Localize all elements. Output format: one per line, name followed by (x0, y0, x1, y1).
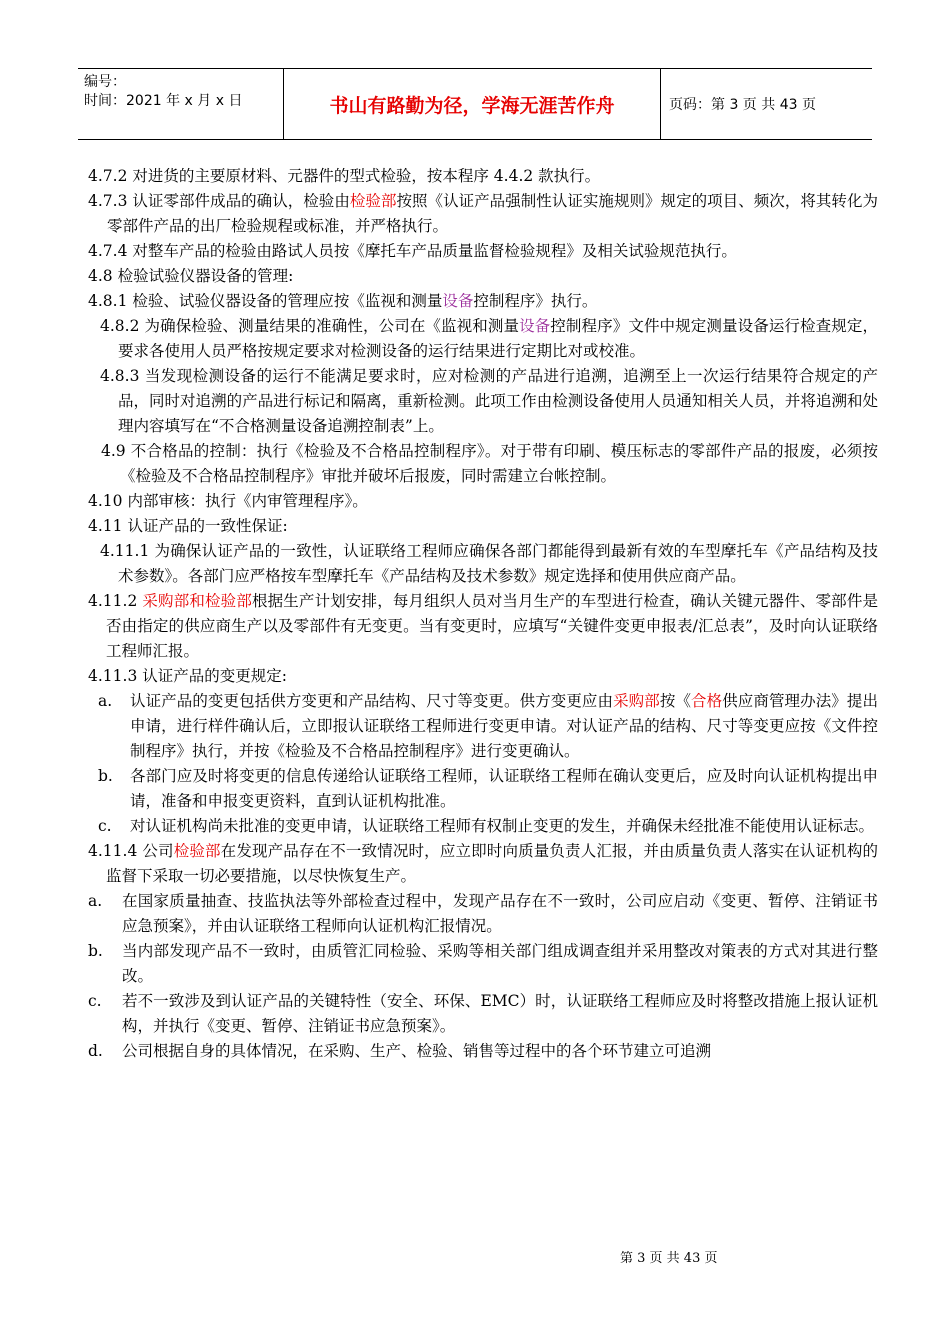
highlight-qualified: 合格 (691, 692, 723, 710)
paragraph-4-7-3: 4.7.3 认证零部件成品的确认，检验由检验部按照《认证产品强制性认证实施规则》规定的项目、频次，将其转化为零部件产品的出厂检验规程或标准，并严格执行。 (88, 192, 878, 235)
paragraph-4-7-2: 4.7.2 对进货的主要原材料、元器件的型式检验，按本程序 4.4.2 款执行。 (88, 167, 601, 185)
list-item: c. 对认证机构尚未批准的变更申请，认证联络工程师有权制止变更的发生，并确保未经批准不能使用认证标志。 (88, 814, 878, 839)
list-marker: a. (98, 692, 113, 710)
paragraph-4-8-3: 4.8.3 当发现检测设备的运行不能满足要求时，应对检测的产品进行追溯，追溯至上一次运行结果符合规定的产品，同时对追溯的产品进行标记和隔离，重新检测。此项工作由检测设备使用人员通知相关人员，并将追溯和处理内容填写在“不合格测量设备追溯控制表”上。 (100, 367, 878, 435)
highlight-inspection-dept: 检验部 (173, 842, 221, 860)
list-item: d. 公司根据自身的具体情况，在采购、生产、检验、销售等过程中的各个环节建立可追溯 (88, 1039, 878, 1064)
paragraph-4-11-4: 4.11.4 公司检验部在发现产品存在不一致情况时，应立即时向质量负责人汇报，并由质量负责人落实在认证机构的监督下采取一切必要措施，以尽快恢复生产。 (88, 842, 878, 885)
paragraph-4-11-1: 4.11.1 为确保认证产品的一致性，认证联络工程师应确保各部门都能得到最新有效的车型摩托车《产品结构及技术参数》。各部门应严格按车型摩托车《产品结构及技术参数》规定选择和使用供应商产品。 (100, 542, 878, 585)
page-footer: 第 3 页 共 43 页 (620, 1251, 718, 1266)
document-date-label: 时间：2021 年 x 月 x 日 (84, 93, 243, 109)
list-item: b. 各部门应及时将变更的信息传递给认证联络工程师，认证联络工程师在确认变更后，应及时向认证机构提出申请，准备和申报变更资料，直到认证机构批准。 (88, 764, 878, 814)
paragraph-4-9: 4.9 不合格品的控制：执行《检验及不合格品控制程序》。对于带有印刷、模压标志的零部件产品的报废，必须按《检验及不合格品控制程序》审批并破坏后报废，同时需建立台帐控制。 (101, 442, 878, 485)
header-motto: 书山有路勤为径，学海无涯苦作舟 (284, 69, 661, 139)
list-marker: b. (88, 942, 103, 960)
paragraph-4-11-2: 4.11.2 采购部和检验部根据生产计划安排，每月组织人员对当月生产的车型进行检查，确认关键元器件、零部件是否由指定的供应商生产以及零部件有无变更。当有变更时，应填写“关键件变更申报表/汇总表”，及时向认证联络工程师汇报。 (88, 592, 878, 660)
highlight-purchasing: 采购部 (613, 692, 660, 710)
list-marker: d. (88, 1042, 103, 1060)
list-marker: c. (98, 817, 112, 835)
highlight-inspection-dept: 检验部 (349, 192, 397, 210)
header-page-number: 页码：第 3 页 共 43 页 (669, 97, 816, 113)
list-item: c. 若不一致涉及到认证产品的关键特性（安全、环保、EMC）时，认证联络工程师应及时将整改措施上报认证机构，并执行《变更、暂停、注销证书应急预案》。 (88, 989, 878, 1039)
document-body (88, 164, 878, 1064)
paragraph-4-8-2: 4.8.2 为确保检验、测量结果的准确性，公司在《监视和测量设备控制程序》文件中规定测量设备运行检查规定，要求各使用人员严格按规定要求对检测设备的运行结果进行定期比对或校准。 (100, 317, 878, 360)
list-marker: c. (88, 992, 102, 1010)
document-number-label: 编号： (84, 74, 126, 90)
list-item: a. 认证产品的变更包括供方变更和产品结构、尺寸等变更。供方变更应由采购部按《合格供应商管理办法》提出申请，进行样件确认后，立即报认证联络工程师进行变更申请。对认证产品的结构、尺寸等变更应按《文件控制程序》执行，并按《检验及不合格品控制程序》进行变更确认。 (88, 689, 878, 764)
list-marker: b. (98, 767, 113, 785)
highlight-equipment: 设备 (442, 292, 474, 310)
paragraph-4-7-4: 4.7.4 对整车产品的检验由路试人员按《摩托车产品质量监督检验规程》及相关试验规范执行。 (88, 242, 737, 260)
list-item: a. 在国家质量抽查、技监执法等外部检查过程中，发现产品存在不一致时，公司应启动《变更、暂停、注销证书应急预案》，并由认证联络工程师向认证机构汇报情况。 (88, 889, 878, 939)
header-meta (78, 69, 284, 139)
paragraph-4-8-1: 4.8.1 检验、试验仪器设备的管理应按《监视和测量设备控制程序》执行。 (88, 292, 598, 310)
list-item: b. 当内部发现产品不一致时，由质管汇同检验、采购等相关部门组成调查组并采用整改对策表的方式对其进行整改。 (88, 939, 878, 989)
paragraph-4-10: 4.10 内部审核：执行《内审管理程序》。 (88, 492, 368, 510)
page-header (78, 68, 872, 140)
heading-4-11-3: 4.11.3 认证产品的变更规定: (88, 667, 287, 685)
list-marker: a. (88, 892, 103, 910)
highlight-purchasing-inspection: 采购部和检验部 (142, 592, 252, 610)
highlight-equipment: 设备 (519, 317, 551, 335)
heading-4-11: 4.11 认证产品的一致性保证: (88, 517, 288, 535)
heading-4-8: 4.8 检验试验仪器设备的管理: (88, 267, 294, 285)
